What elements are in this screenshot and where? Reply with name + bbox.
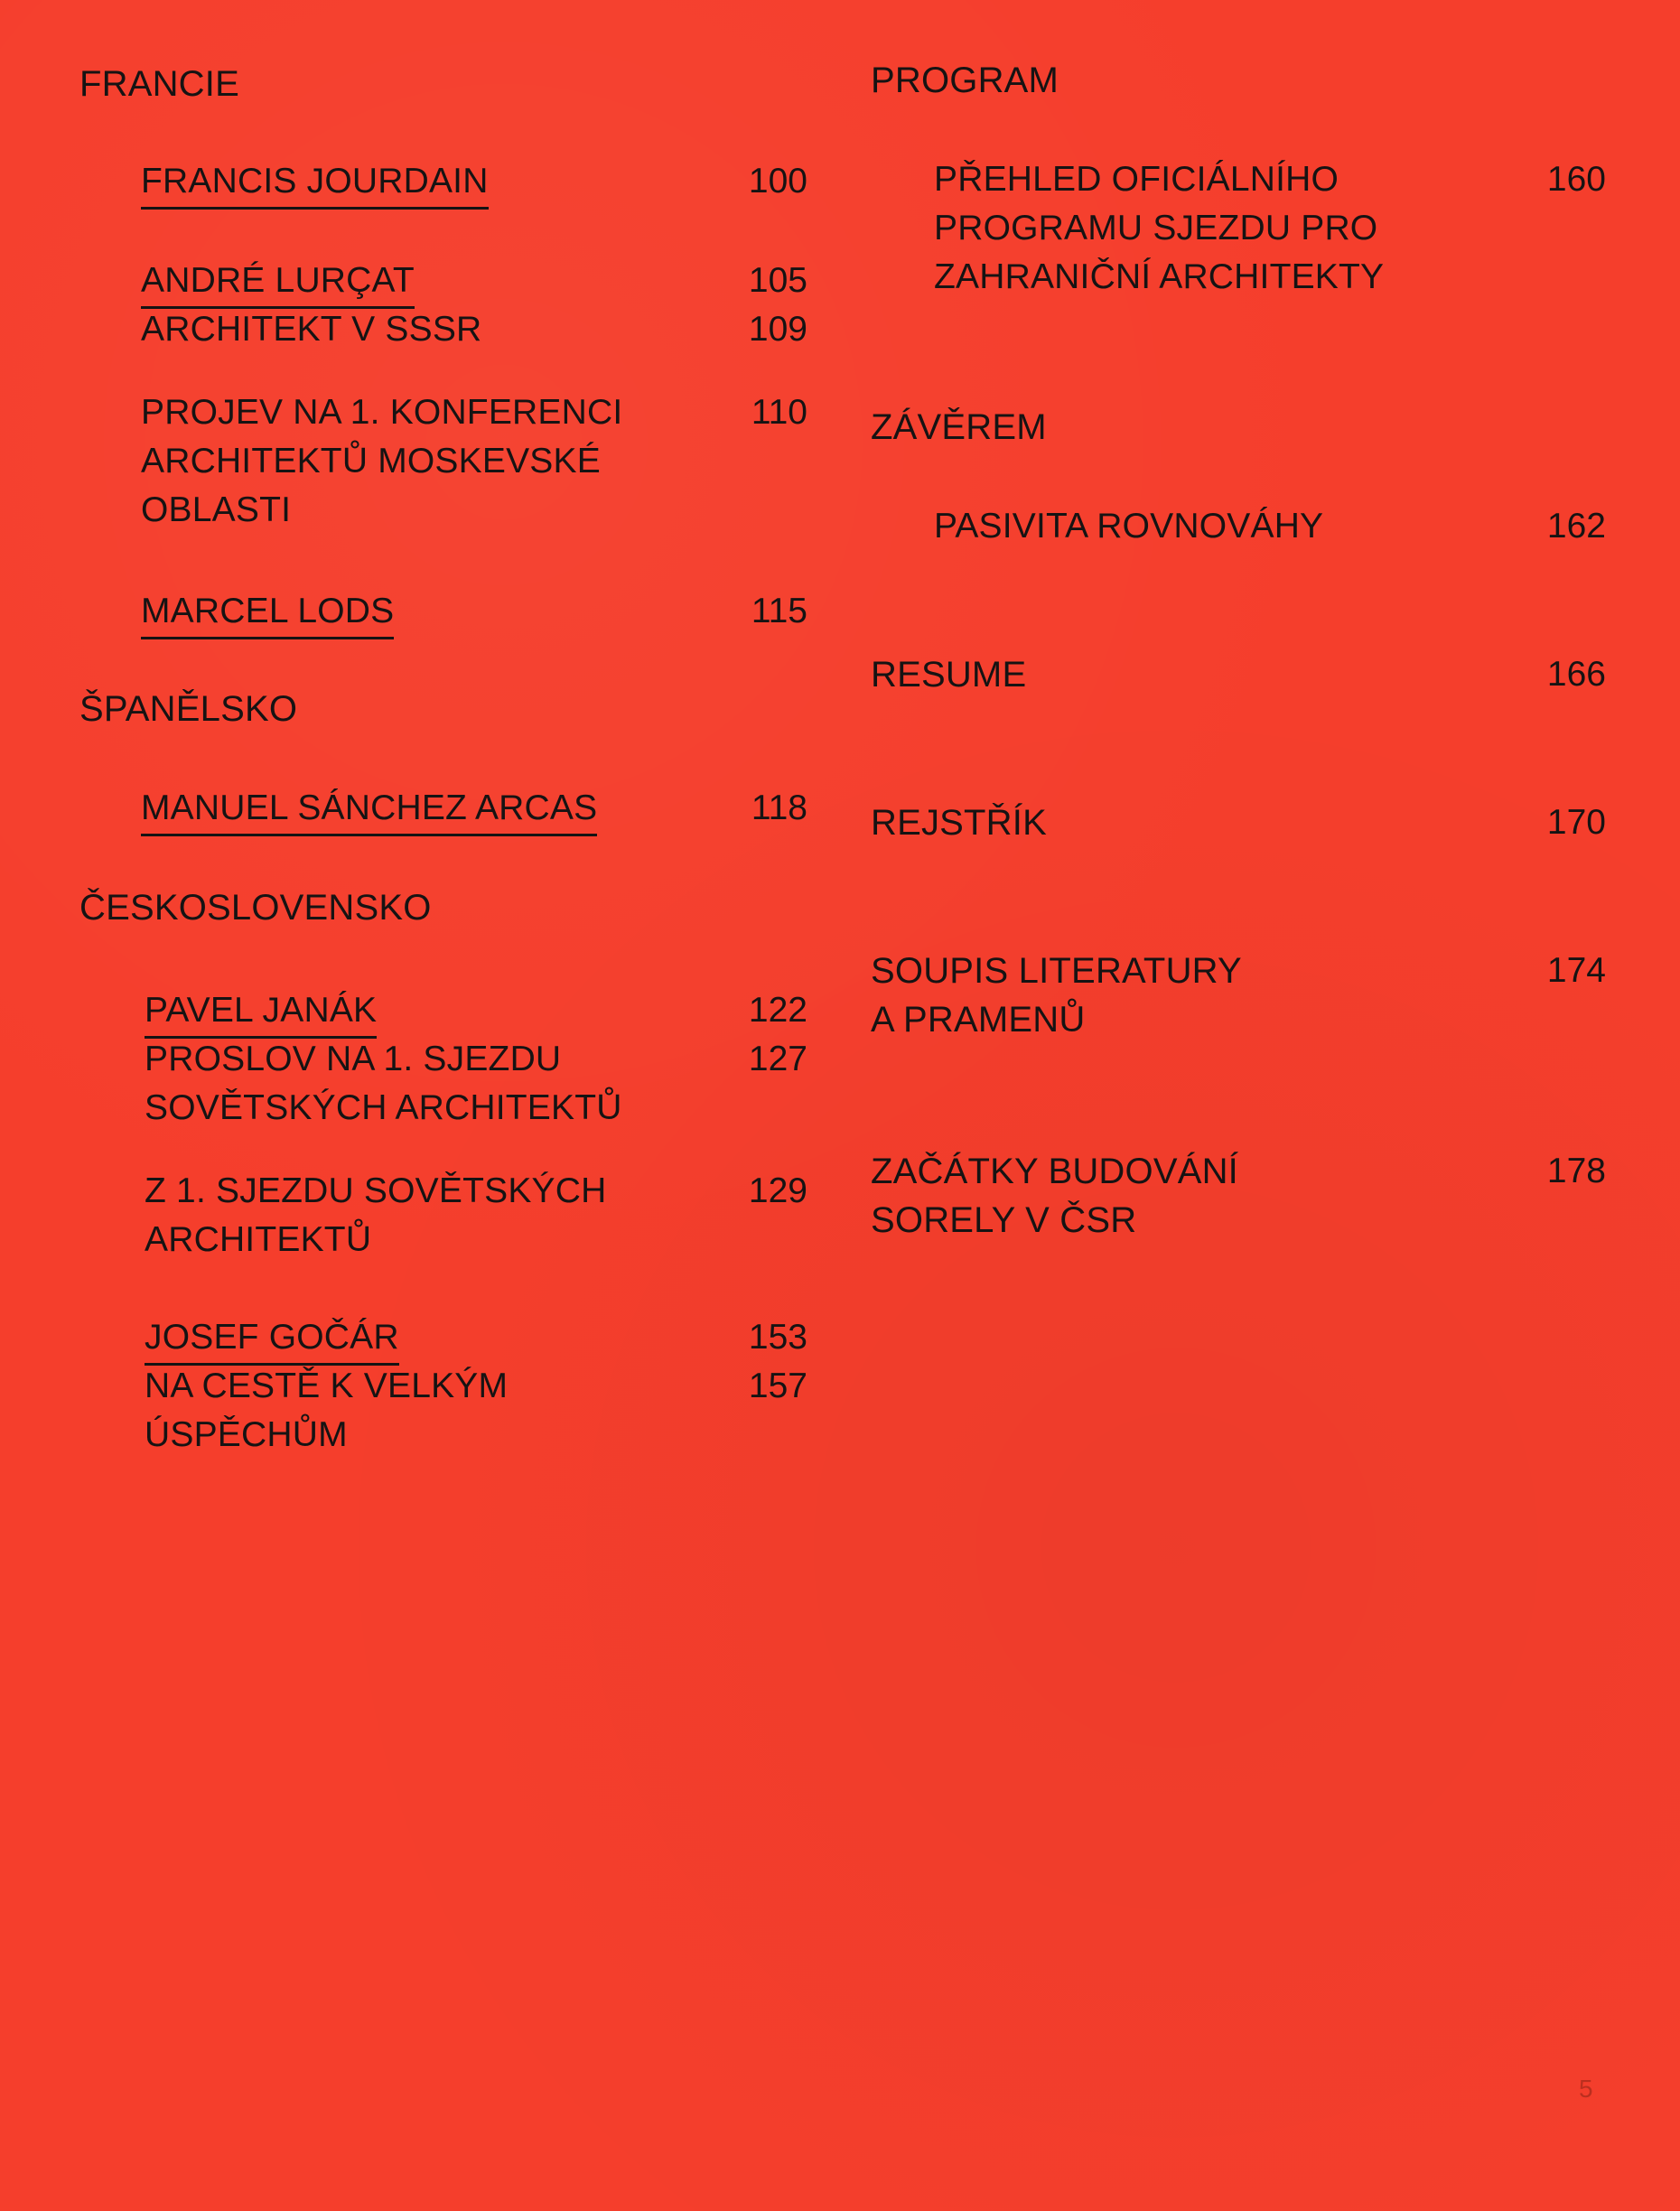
page-number-andre-lurcat: 105 <box>748 261 807 300</box>
page-number-soupis: 174 <box>1546 951 1606 990</box>
toc-entry-zacatky-line-1: ZAČÁTKY BUDOVÁNÍ <box>871 1152 1238 1191</box>
toc-entry-projev-line-2: ARCHITEKTŮ MOSKEVSKÉ <box>141 442 601 480</box>
page-number-rejstrik: 170 <box>1546 803 1606 842</box>
toc-entry-soupis-line-2: A PRAMENŮ <box>871 1000 1086 1040</box>
page-number-zacatky: 178 <box>1546 1152 1606 1190</box>
toc-entry-projev-line-3: OBLASTI <box>141 490 292 529</box>
page-folio-number: 5 <box>1579 2075 1593 2103</box>
toc-entry-resume: RESUME <box>871 655 1027 695</box>
page-number-manuel-sanchez-arcas: 118 <box>751 788 807 827</box>
heading-zaverem: ZÁVĚREM <box>871 407 1047 447</box>
heading-spanelsko: ŠPANĚLSKO <box>79 689 298 729</box>
page-number-resume: 166 <box>1546 655 1606 694</box>
toc-entry-andre-lurcat: ANDRÉ LURÇAT <box>141 257 415 309</box>
toc-entry-manuel-sanchez-arcas: MANUEL SÁNCHEZ ARCAS <box>141 784 597 836</box>
heading-francie: FRANCIE <box>79 64 239 104</box>
toc-entry-marcel-lods: MARCEL LODS <box>141 587 394 639</box>
toc-entry-z1-line-1: Z 1. SJEZDU SOVĚTSKÝCH <box>145 1171 607 1210</box>
page-number-pasivita-rovnovahy: 162 <box>1546 507 1606 546</box>
page-number-marcel-lods: 115 <box>751 592 807 630</box>
toc-entry-proslov-line-2: SOVĚTSKÝCH ARCHITEKTŮ <box>145 1088 622 1127</box>
toc-entry-zacatky-line-2: SORELY V ČSR <box>871 1200 1137 1240</box>
toc-entry-proslov-line-1: PROSLOV NA 1. SJEZDU <box>145 1040 562 1078</box>
toc-entry-pasivita-rovnovahy: PASIVITA ROVNOVÁHY <box>934 507 1324 546</box>
toc-entry-architekt-v-sssr: ARCHITEKT V SSSR <box>141 310 482 349</box>
page-number-na-ceste: 157 <box>748 1367 807 1405</box>
page-number-francis-jourdain: 100 <box>748 162 807 201</box>
toc-entry-soupis-line-1: SOUPIS LITERATURY <box>871 951 1242 991</box>
toc-entry-na-ceste-line-1: NA CESTĚ K VELKÝM <box>145 1367 509 1405</box>
heading-program: PROGRAM <box>871 61 1059 100</box>
toc-entry-josef-gocar: JOSEF GOČÁR <box>145 1313 399 1366</box>
page-number-projev: 110 <box>751 393 807 432</box>
toc-entry-prehled-line-2: PROGRAMU SJEZDU PRO <box>934 209 1378 247</box>
toc-entry-pavel-janak: PAVEL JANÁK <box>145 986 377 1039</box>
toc-entry-rejstrik: REJSTŘÍK <box>871 803 1047 843</box>
toc-entry-prehled-line-3: ZAHRANIČNÍ ARCHITEKTY <box>934 257 1385 296</box>
page-number-proslov: 127 <box>748 1040 807 1078</box>
page-number-josef-gocar: 153 <box>748 1318 807 1357</box>
page-number-architekt-v-sssr: 109 <box>748 310 807 349</box>
toc-entry-francis-jourdain: FRANCIS JOURDAIN <box>141 157 489 210</box>
heading-ceskoslovensko: ČESKOSLOVENSKO <box>79 888 432 928</box>
toc-entry-na-ceste-line-2: ÚSPĚCHŮM <box>145 1415 348 1454</box>
page-number-pavel-janak: 122 <box>748 991 807 1030</box>
toc-entry-z1-line-2: ARCHITEKTŮ <box>145 1220 372 1259</box>
page-number-prehled: 160 <box>1546 160 1606 199</box>
toc-entry-projev-line-1: PROJEV NA 1. KONFERENCI <box>141 393 623 432</box>
page-number-z1: 129 <box>748 1171 807 1210</box>
toc-entry-prehled-line-1: PŘEHLED OFICIÁLNÍHO <box>934 160 1339 199</box>
